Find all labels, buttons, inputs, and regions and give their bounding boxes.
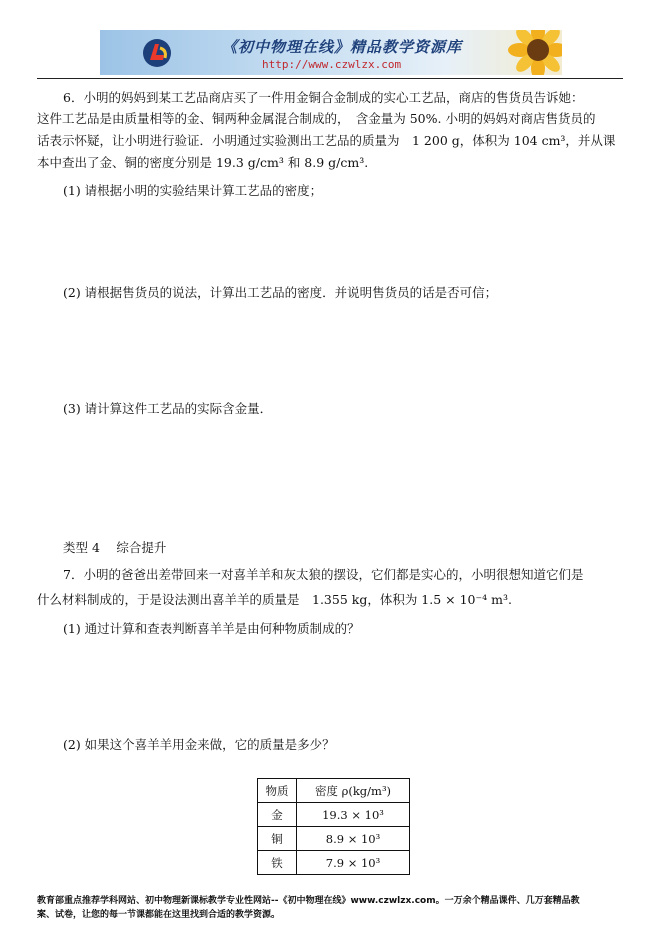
table-row bbox=[258, 851, 410, 875]
sunflower-icon bbox=[500, 30, 562, 75]
q6-sub-3: (3) 请计算这件工艺品的实际含金量． bbox=[63, 401, 273, 416]
table-cell: 8.9 × 10³ bbox=[297, 827, 410, 851]
table-row bbox=[258, 803, 410, 827]
header-rule bbox=[37, 78, 623, 79]
section-heading: 类型 4 综合提升 bbox=[63, 540, 167, 555]
table-cell: 铜 bbox=[258, 827, 297, 851]
q6-line-4: 本中查出了金、铜的密度分别是 19.3 g/cm³ 和 8.9 g/cm³. bbox=[37, 155, 369, 170]
table-cell: 铁 bbox=[258, 851, 297, 875]
q6-sub-1: (1) 请根据小明的实验结果计算工艺品的密度； bbox=[63, 183, 323, 198]
table-cell: 7.9 × 10³ bbox=[297, 851, 410, 875]
footer-line-1: 教育部重点推荐学科网站、初中物理新课标教学专业性网站--《初中物理在线》www.czwlzx.com。一万余个精品课件、几万套精品教 bbox=[37, 896, 580, 906]
q6-sub-2: (2) 请根据售货员的说法，计算出工艺品的密度．并说明售货员的话是否可信； bbox=[63, 285, 498, 300]
q7-line-2: 什么材料制成的，于是设法测出喜羊羊的质量是 1.355 kg，体积为 1.5 × 10⁻⁴ m³. bbox=[37, 592, 512, 607]
header-banner bbox=[100, 30, 562, 75]
q6-line-3: 话表示怀疑，让小明进行验证．小明通过实验测出工艺品的质量为 1 200 g，体积为 104 cm³，并从课 bbox=[37, 133, 616, 148]
q7-line-1: 7．小明的爸爸出差带回来一对喜羊羊和灰太狼的摆设，它们都是实心的，小明很想知道它们是 bbox=[63, 567, 584, 582]
banner-url[interactable]: http://www.czwlzx.com bbox=[262, 58, 402, 71]
table-header-cell: 物质 bbox=[258, 779, 297, 803]
table-cell: 19.3 × 10³ bbox=[297, 803, 410, 827]
table-header-cell: 密度 ρ(kg/m³) bbox=[297, 779, 410, 803]
q6-line-1: 6．小明的妈妈到某工艺品商店买了一件用金铜合金制成的实心工艺品，商店的售货员告诉她： bbox=[63, 90, 584, 105]
table-row bbox=[258, 827, 410, 851]
q6-line-2: 这件工艺品是由质量相等的金、铜两种金属混合制成的， 含金量为 50%. 小明的妈妈对商店售货员的 bbox=[37, 111, 596, 126]
table-header-row bbox=[258, 779, 410, 803]
q7-sub-1: (1) 通过计算和查表判断喜羊羊是由何种物质制成的？ bbox=[63, 621, 360, 636]
table-cell: 金 bbox=[258, 803, 297, 827]
footer-line-2: 案、试卷，让您的每一节课都能在这里找到合适的教学资源。 bbox=[37, 910, 281, 920]
banner-title: 《初中物理在线》精品教学资源库 bbox=[222, 38, 463, 56]
density-table bbox=[257, 778, 410, 875]
q7-sub-2: (2) 如果这个喜羊羊用金来做，它的质量是多少？ bbox=[63, 737, 335, 752]
site-logo-icon bbox=[142, 38, 172, 68]
